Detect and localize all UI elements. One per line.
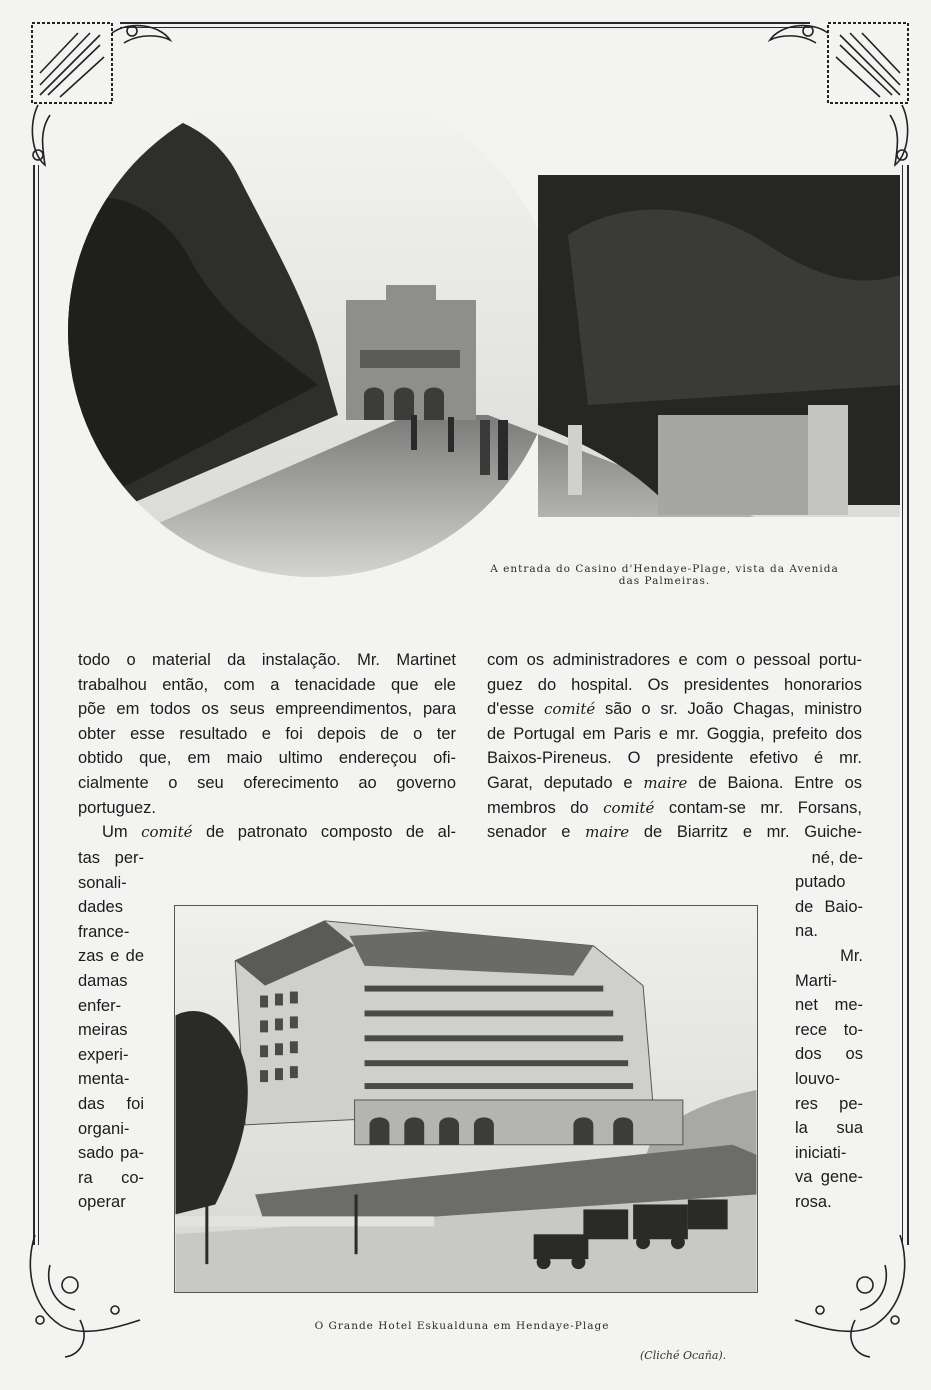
left-line-8-b: de patronato composto de al- (205, 823, 457, 842)
left-narrow-line: ra co- (78, 1168, 144, 1187)
left-narrow-line: meiras (78, 1021, 128, 1040)
right-line-3 (487, 697, 862, 722)
left-narrow-line: france- (78, 922, 130, 941)
right-narrow-line: Mr. (840, 946, 863, 965)
right-column-text (487, 648, 862, 845)
right-line-2: guez do hospital. Os presidentes honorarios (487, 675, 862, 694)
left-narrow-line: menta- (78, 1070, 130, 1089)
right-line-8-b: de Biarritz e mr. Guiche- (643, 823, 863, 842)
left-narrow-line: zas e de (78, 947, 144, 966)
left-narrow-line: das foi (78, 1094, 144, 1113)
left-line-8-a: Um (102, 823, 128, 842)
right-narrow-line: iniciati- (795, 1143, 847, 1162)
right-line-7-italic: comité (603, 798, 655, 817)
casino-entrance-photo (68, 85, 900, 577)
frame-right-line-inner (902, 165, 903, 1245)
left-line-6: cialmente o seu oferecimento ao governo (78, 773, 456, 792)
left-line-7: portuguez. (78, 798, 156, 817)
right-narrow-line: la sua (795, 1119, 863, 1138)
corner-ornament-bottom-left (20, 1225, 160, 1365)
hotel-photo-caption: O Grande Hotel Eskualduna em Hendaye-Plage (314, 1320, 610, 1332)
frame-left-line-inner (38, 165, 39, 1245)
left-narrow-line: experi- (78, 1045, 129, 1064)
right-narrow-line: na. (795, 922, 818, 941)
left-narrow-line: enfer- (78, 996, 122, 1015)
right-line-1: com os administradores e com o pessoal portu- (487, 651, 862, 669)
right-line-8-a: senador e (487, 823, 571, 842)
right-line-3-b: são o sr. João Chagas, ministro (605, 700, 862, 719)
right-line-3-a: d'esse (487, 700, 535, 719)
right-line-7-a: membros do (487, 798, 589, 817)
left-line-4: obter esse resultado e foi depois de o ter (78, 724, 456, 743)
right-line-5: Baixos-Pireneus. O presidente efetivo é mr. (487, 749, 862, 768)
casino-caption-line-2: das Palmeiras. (618, 575, 711, 587)
left-narrow-line: damas (78, 971, 128, 990)
right-narrow-line: dos os (795, 1045, 863, 1064)
right-narrow-line: net me- (795, 996, 863, 1015)
left-line-8-italic: comité (141, 823, 193, 842)
left-line-2: trabalhou então, com a tenacidade que ele (78, 675, 456, 694)
left-narrow-line: sonali- (78, 873, 127, 892)
right-line-8-italic: maire (585, 823, 630, 842)
frame-left-line (33, 165, 35, 1245)
photo-credit: (Cliché Ocaña). (640, 1349, 727, 1362)
casino-photo-caption (462, 563, 867, 587)
right-narrow-line: Marti- (795, 971, 838, 990)
right-narrow-line: va gene- (795, 1168, 863, 1187)
right-line-6-a: Garat, deputado e (487, 773, 633, 792)
corner-ornament-bottom-right (770, 1225, 915, 1365)
right-line-4: de Portugal em Paris e mr. Goggia, prefeito dos (487, 724, 862, 743)
hotel-eskualduna-photo (174, 905, 758, 1293)
left-narrow-line: tas per- (78, 849, 144, 867)
right-line-7-b: contam-se mr. Forsans, (668, 798, 862, 817)
left-line-5: obtido que, em maio ultimo endereçou ofi- (78, 749, 456, 768)
frame-right-line (907, 165, 909, 1245)
left-narrow-line: dades (78, 898, 123, 917)
right-line-3-italic: comité (543, 700, 596, 719)
casino-caption-line-1: A entrada do Casino d'Hendaye-Plage, vista da Avenida (490, 563, 839, 575)
right-line-6-b: de Baiona. Entre os (698, 773, 863, 792)
right-narrow-line: louvo- (795, 1069, 840, 1088)
right-line-6-italic: maire (643, 773, 688, 792)
left-column-text (78, 648, 456, 845)
right-line-7 (487, 796, 862, 821)
frame-top-line (120, 22, 810, 24)
right-narrow-line: de Baio- (795, 897, 863, 916)
right-narrow-line: rece to- (795, 1020, 863, 1039)
right-narrow-column (795, 821, 863, 1215)
right-narrow-line: né, de- (811, 848, 863, 867)
left-narrow-column (78, 846, 144, 1215)
right-line-6 (487, 771, 862, 796)
left-line-1: todo o material da instalação. Mr. Martinet (78, 651, 456, 669)
right-narrow-line: rosa. (795, 1192, 832, 1211)
frame-top-line-inner (120, 27, 810, 28)
right-narrow-line: res pe- (795, 1094, 863, 1113)
left-line-3: põe em todos os seus empreendimentos, para (78, 700, 456, 719)
left-narrow-line: organi- (78, 1119, 130, 1138)
left-line-8 (78, 820, 456, 845)
left-narrow-line: operar (78, 1193, 126, 1212)
left-narrow-line: sado pa- (78, 1144, 144, 1163)
right-narrow-line: putado (795, 873, 846, 892)
